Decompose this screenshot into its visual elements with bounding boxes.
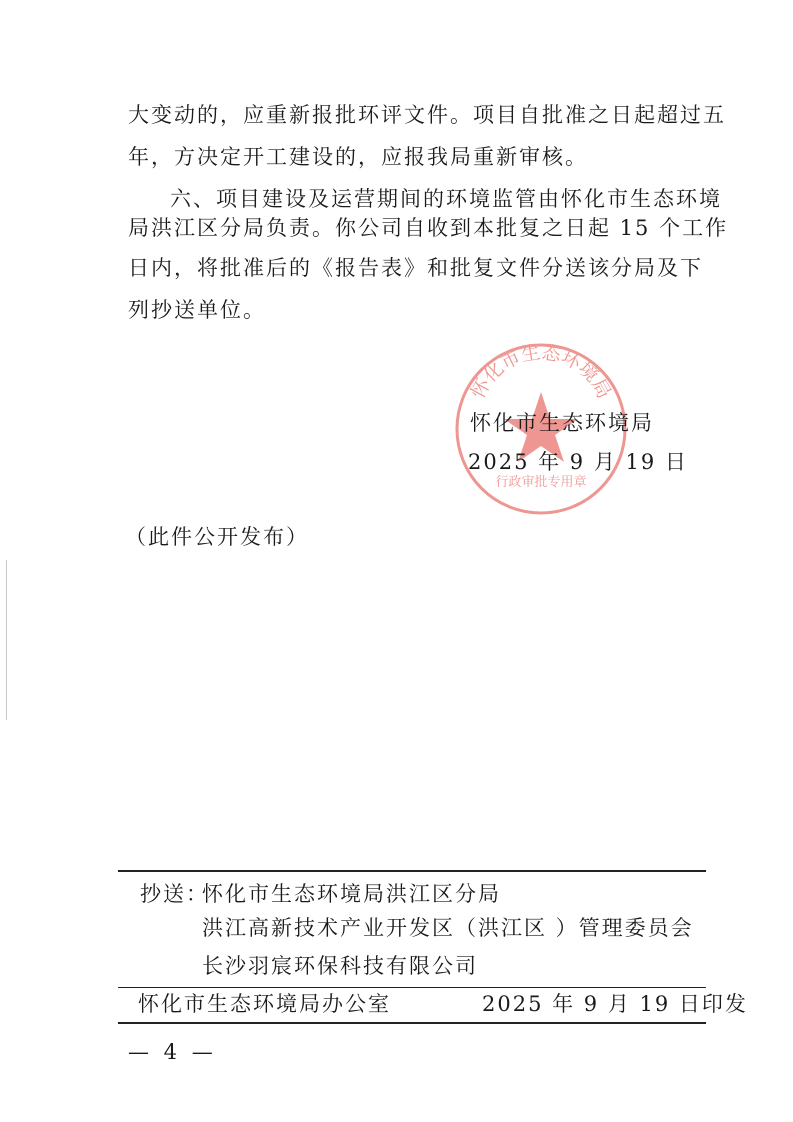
signature-org: 怀化市生态环境局	[470, 411, 654, 435]
body-line-5: 日内，将批准后的《报告表》和批复文件分送该分局及下	[128, 256, 703, 280]
release-note: （此件公开发布）	[125, 525, 309, 549]
cc-top-rule	[118, 870, 706, 872]
page-number: — 4 —	[128, 1040, 217, 1064]
issuer-office: 怀化市生态环境局办公室	[138, 992, 391, 1016]
cc-recipient-1: 怀化市生态环境局洪江区分局	[202, 882, 501, 906]
body-line-6: 列抄送单位。	[128, 298, 266, 322]
cc-recipient-3: 长沙羽宸环保科技有限公司	[202, 954, 478, 978]
body-line-3: 六、项目建设及运营期间的环境监管由怀化市生态环境	[170, 187, 722, 211]
cc-bottom-rule	[118, 987, 706, 988]
issuer-date: 2025 年 9 月 19 日印发	[482, 992, 748, 1016]
signature-date: 2025 年 9 月 19 日	[468, 450, 688, 474]
scan-edge-mark	[6, 560, 7, 720]
seal-bottom-text: 行政审批专用章	[495, 475, 587, 490]
body-line-4: 局洪江区分局负责。你公司自收到本批复之日起 15 个工作	[128, 216, 729, 240]
body-line-1: 大变动的，应重新报批环评文件。项目自批准之日起超过五	[128, 103, 726, 127]
seal-circular-text: 怀化市生态环境局	[466, 341, 616, 403]
body-line-2: 年，方决定开工建设的，应报我局重新审核。	[128, 145, 588, 169]
issuer-bottom-rule	[118, 1022, 706, 1024]
cc-label: 抄送：	[140, 882, 209, 906]
cc-recipient-2: 洪江高新技术产业开发区（洪江区 ）管理委员会	[202, 916, 694, 940]
